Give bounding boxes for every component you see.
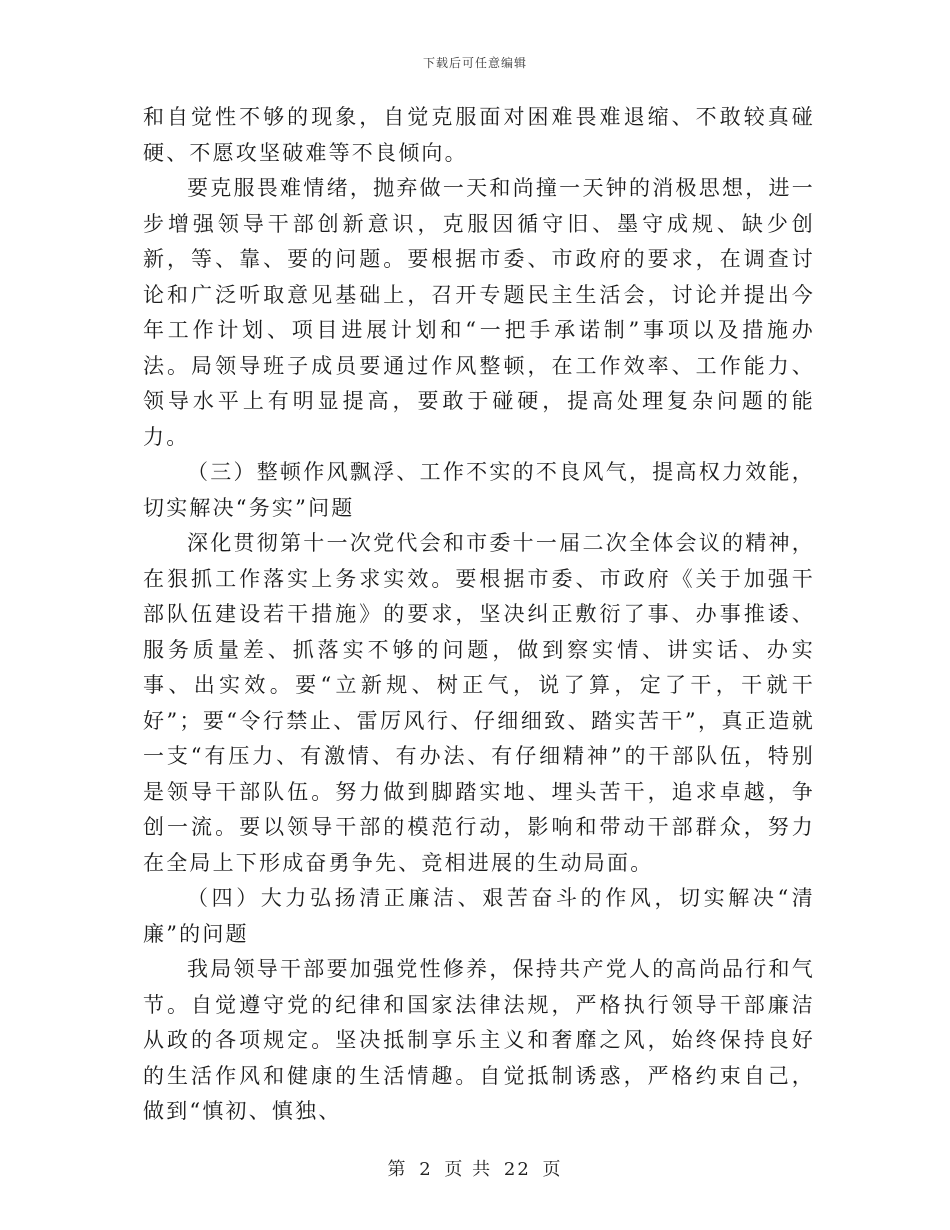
footer-current-page: 2 <box>419 1159 433 1180</box>
paragraph-integrity: 我局领导干部要加强党性修养，保持共产党人的高尚品行和气节。自觉遵守党的纪律和国家法律法规，严格执行领导干部廉洁从政的各项规定。坚决抵制享乐主义和奢靡之风，始终保持良好的生活作风和健康的生活情趣。自觉抵制诱惑，严格约束自己，做到“慎初、慎独、 <box>143 957 815 1123</box>
page-header-note: 下载后可任意编辑 <box>422 56 527 70</box>
page-number-footer <box>0 1155 950 1181</box>
paragraph-overcome-fear: 要克服畏难情绪，抛弃做一天和尚撞一天钟的消极思想，进一步增强领导干部创新意识，克服因循守旧、墨守成规、缺少创新，等、靠、要的问题。要根据市委、市政府的要求，在调查讨论和广泛听取意见基础上，召开专题民主生活会，讨论并提出今年工作计划、项目进展计划和“一把手承诺制”事项以及措施办法。局领导班子成员要通过作风整顿，在工作效率、工作能力、领导水平上有明显提高，要敢于碰硬，提高处理复杂问题的能力。 <box>143 176 815 449</box>
section-heading-4: （四）大力弘扬清正廉洁、艰苦奋斗的作风，切实解决“清廉”的问题 <box>143 886 815 946</box>
footer-suffix: 页 <box>542 1159 563 1180</box>
footer-total-pages: 22 <box>503 1159 531 1180</box>
paragraph-pragmatic: 深化贯彻第十一次党代会和市委十一届二次全体会议的精神，在狠抓工作落实上务求实效。要根据市委、市政府《关于加强干部队伍建设若干措施》的要求，坚决纠正敷衍了事、办事推诿、服务质量差、抓落实不够的问题，做到察实情、讲实话、办实事、出实效。要“立新规、树正气，说了算，定了干，干就干好”；要“令行禁止、雷厉风行、仔细细致、踏实苦干”，真正造就一支“有压力、有激情、有办法、有仔细精神”的干部队伍，特别是领导干部队伍。努力做到脚踏实地、埋头苦干，追求卓越，争创一流。要以领导干部的模范行动，影响和带动干部群众，努力在全局上下形成奋勇争先、竞相进展的生动局面。 <box>143 531 815 875</box>
section-heading-3: （三）整顿作风飘浮、工作不实的不良风气，提高权力效能，切实解决“务实”问题 <box>143 460 815 520</box>
document-body <box>143 100 815 1130</box>
footer-middle: 页 共 <box>444 1159 493 1180</box>
footer-prefix: 第 <box>387 1159 408 1180</box>
paragraph-continuation: 和自觉性不够的现象，自觉克服面对困难畏难退缩、不敢较真碰硬、不愿攻坚破难等不良倾向。 <box>143 105 815 165</box>
